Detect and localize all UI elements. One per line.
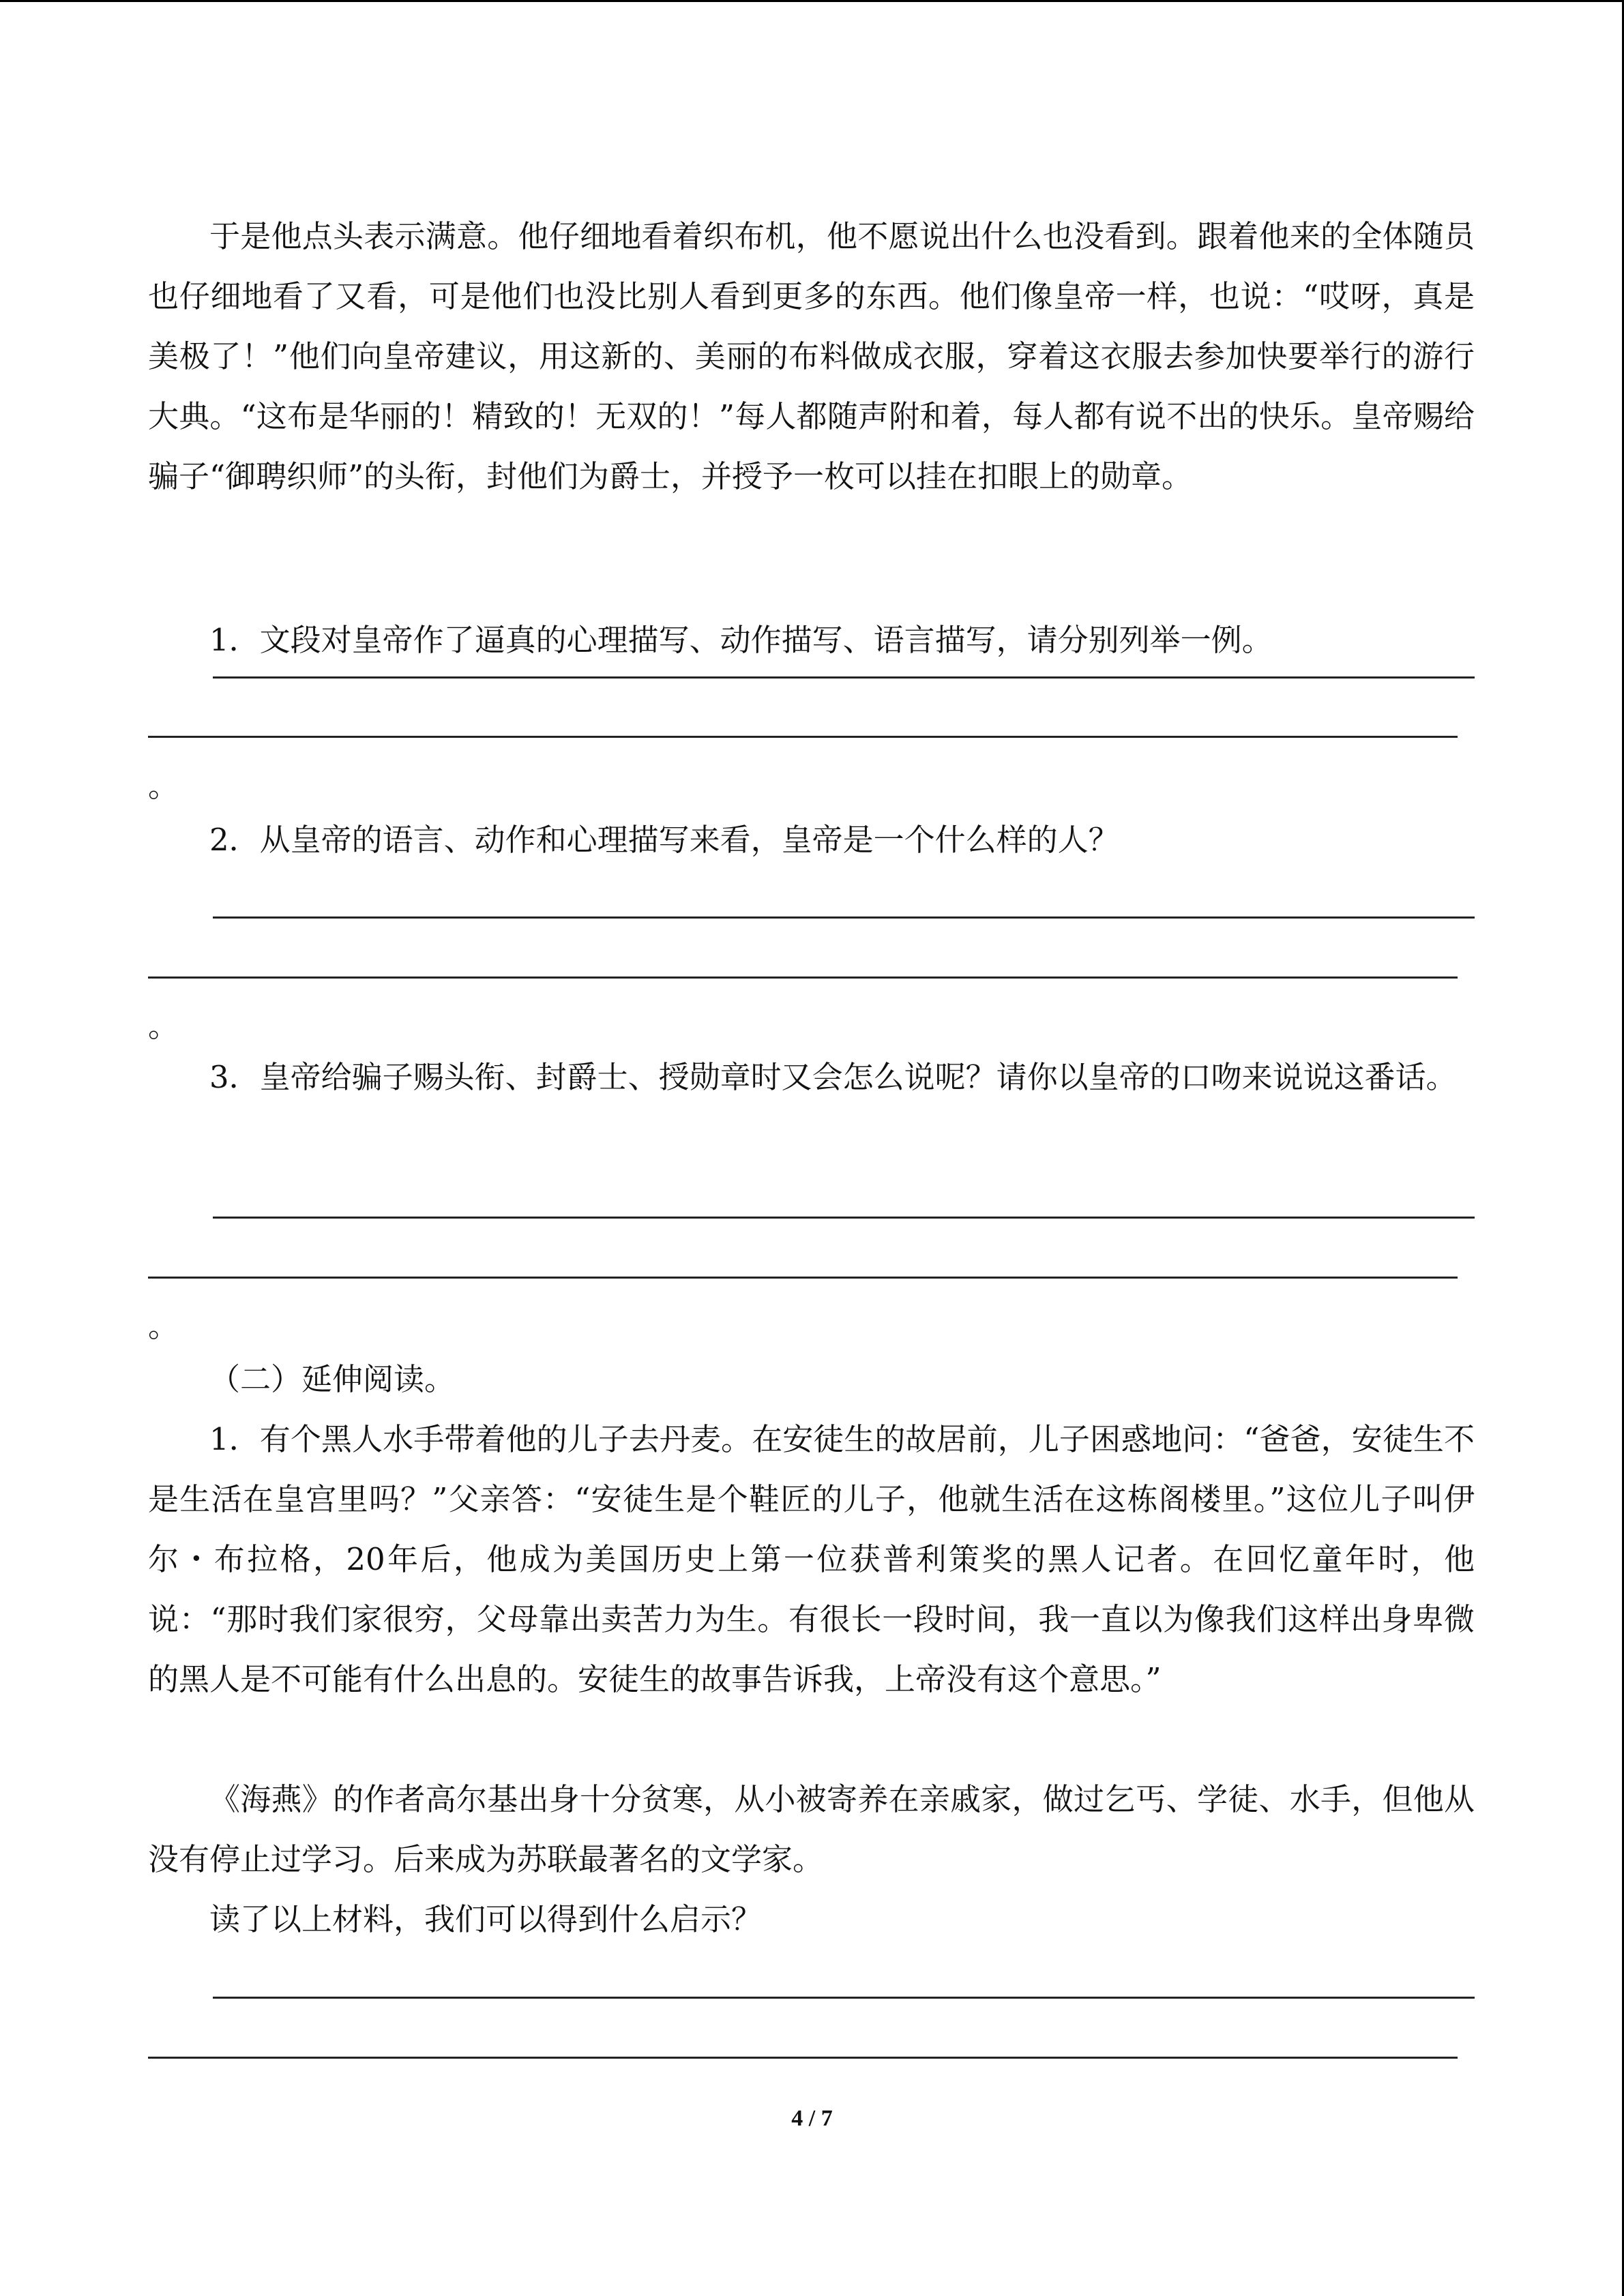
answer-line-q1-a[interactable] [213, 676, 1475, 679]
answer-end-mark-q1: 。 [148, 768, 179, 804]
question-2: 2．从皇帝的语言、动作和心理描写来看，皇帝是一个什么样的人？ [209, 822, 1119, 858]
answer-line-q1-b[interactable] [148, 736, 1458, 738]
extended-reading-heading: （二）延伸阅读。 [209, 1361, 456, 1397]
answer-line-q2-a[interactable] [213, 916, 1475, 919]
answer-line-ext-a[interactable] [213, 1997, 1475, 1999]
answer-line-q3-a[interactable] [213, 1217, 1475, 1219]
question-3: 3．皇帝给骗子赐头衔、封爵士、授勋章时又会怎么说呢？请你以皇帝的口吻来说说这番话。 [209, 1059, 1457, 1095]
answer-line-q3-b[interactable] [148, 1277, 1458, 1279]
answer-line-ext-b[interactable] [148, 2057, 1458, 2059]
extended-reading-story-2: 《海燕》的作者高尔基出身十分贫寒，从小被寄养在亲戚家，做过乞丐、学徒、水手，但他从没有停止过学习。后来成为苏联最著名的文学家。 [148, 1781, 1475, 1877]
answer-end-mark-q2: 。 [148, 1008, 179, 1044]
question-1: 1．文段对皇帝作了逼真的心理描写、动作描写、语言描写，请分别列举一例。 [209, 622, 1273, 658]
answer-end-mark-q3: 。 [148, 1308, 179, 1344]
passage-paragraph: 于是他点头表示满意。他仔细地看着织布机，他不愿说出什么也没看到。跟着他来的全体随员也仔细地看了又看，可是他们也没比别人看到更多的东西。他们像皇帝一样，也说：“哎呀，真是美极了！”他们向皇帝建议，用这新的、美丽的布料做成衣服，穿着这衣服去参加快要举行的游行大典。“这布是华丽的！精致的！无双的！”每人都随声附和着，每人都有说不出的快乐。皇帝赐给骗子“御聘织师”的头衔，封他们为爵士，并授予一枚可以挂在扣眼上的勋章。 [148, 218, 1475, 494]
answer-line-q2-b[interactable] [148, 976, 1458, 979]
extended-reading-question: 读了以上材料，我们可以得到什么启示？ [209, 1901, 763, 1937]
page-number: 4 / 7 [791, 2106, 833, 2131]
extended-reading-story-1: 1．有个黑人水手带着他的儿子去丹麦。在安徒生的故居前，儿子困惑地问：“爸爸，安徒生不是生活在皇宫里吗？”父亲答：“安徒生是个鞋匠的儿子，他就生活在这栋阁楼里。”这位儿子叫伊尔・布拉格，20年后，他成为美国历史上第一位获普利策奖的黑人记者。在回忆童年时，他说：“那时我们家很穷，父母靠出卖苦力为生。有很长一段时间，我一直以为像我们这样出身卑微的黑人是不可能有什么出息的。安徒生的故事告诉我，上帝没有这个意思。” [148, 1421, 1475, 1697]
